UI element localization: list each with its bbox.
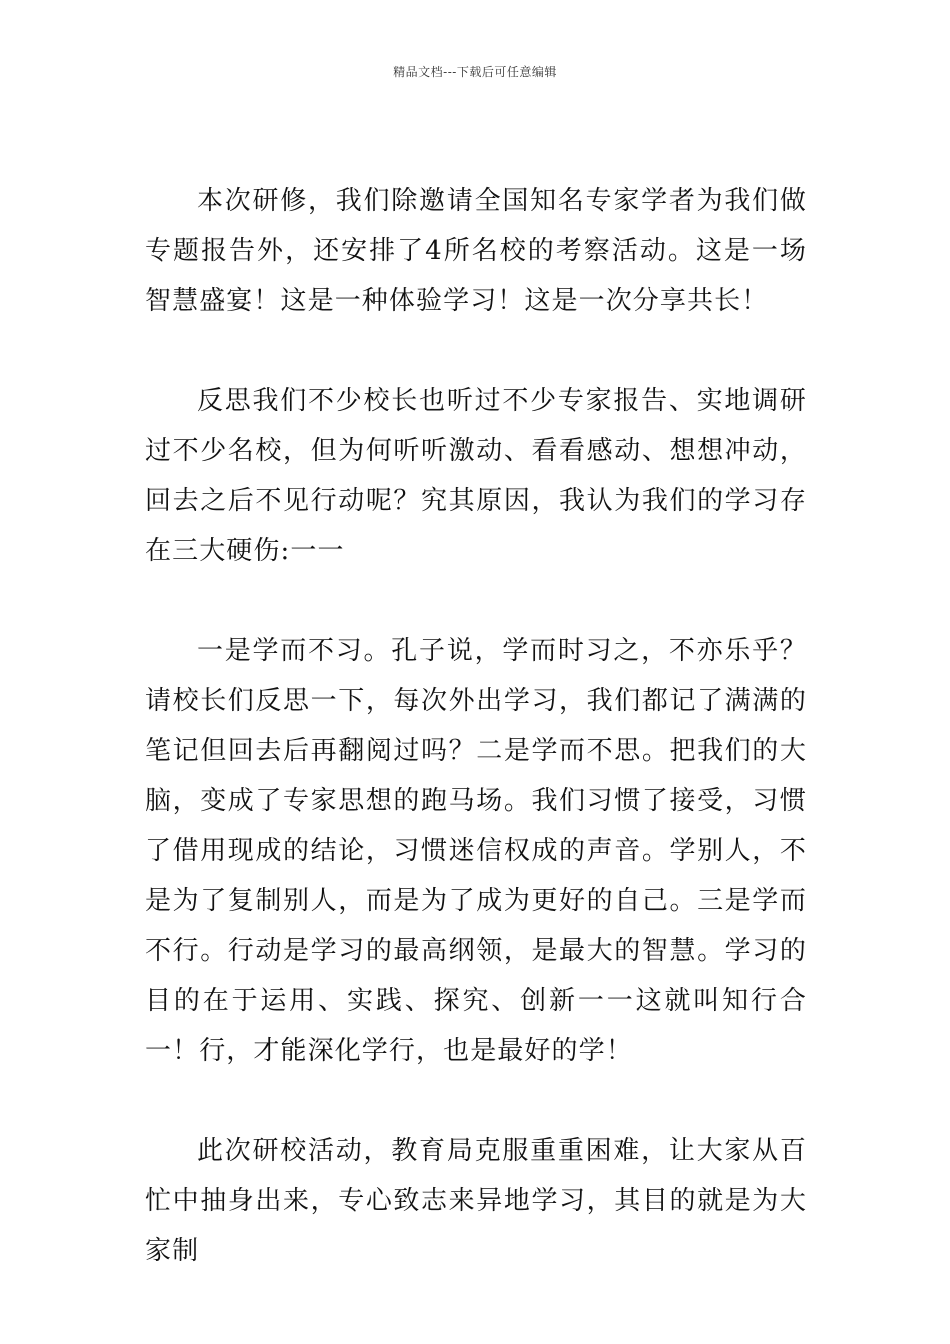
- paragraph-4: 此次研校活动，教育局克服重重困难，让大家从百忙中抽身出来，专心致志来异地学习，其目的就是为大家制: [145, 1136, 807, 1266]
- paragraph-1: 本次研修，我们除邀请全国知名专家学者为我们做专题报告外，还安排了4所名校的考察活动。这是一场智慧盛宴！这是一种体验学习！这是一次分享共长！: [145, 186, 807, 316]
- page-header: 精品文档---下载后可任意编辑: [393, 65, 557, 79]
- document-body: [145, 176, 807, 1276]
- paragraph-2: 反思我们不少校长也听过不少专家报告、实地调研过不少名校，但为何听听激动、看看感动、想想冲动，回去之后不见行动呢？究其原因，我认为我们的学习存在三大硬伤:一一: [145, 386, 807, 566]
- paragraph-3: 一是学而不习。孔子说，学而时习之，不亦乐乎？请校长们反思一下，每次外出学习，我们都记了满满的笔记但回去后再翻阅过吗？二是学而不思。把我们的大脑，变成了专家思想的跑马场。我们习惯了接受，习惯了借用现成的结论，习惯迷信权成的声音。学别人，不是为了复制别人，而是为了成为更好的自己。三是学而不行。行动是学习的最高纲领，是最大的智慧。学习的目的在于运用、实践、探究、创新一一这就叫知行合一！行，才能深化学行，也是最好的学！: [145, 636, 807, 1066]
